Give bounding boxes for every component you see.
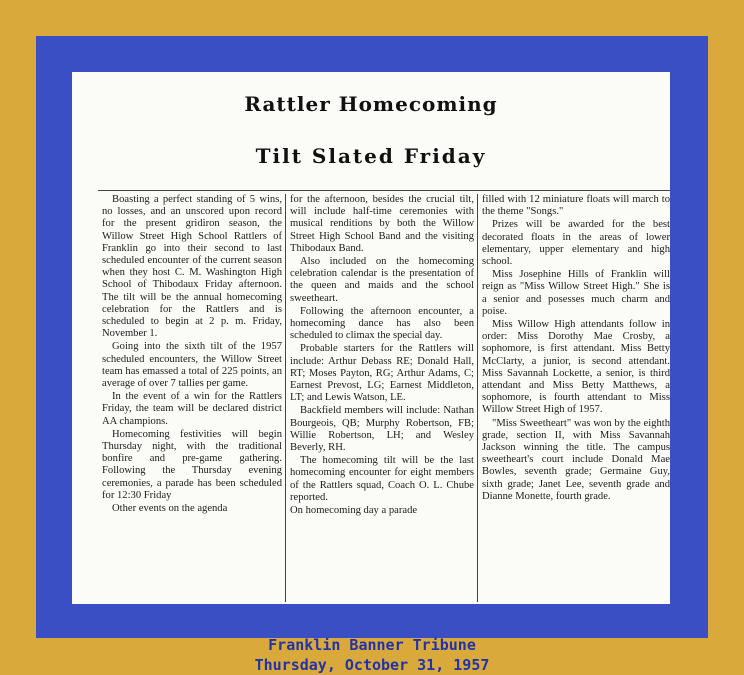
paragraph: Backfield members will include: Nathan Bourgeois, QB; Murphy Robertson, FB; Willie Robertson, LH; and Wesley Beverly, RH. [290, 405, 474, 454]
article-column-2 [290, 194, 474, 602]
paragraph: Homecoming festivities will begin Thursday night, with the traditional bonfire and pre-game gathering. Following the Thursday evening ceremonies, a parade has been scheduled for 12:30 Friday [102, 428, 282, 501]
article-column-3 [482, 194, 670, 602]
paragraph: Going into the sixth tilt of the 1957 scheduled encounters, the Willow Street team has emassed a total of 225 points, an average of over 7 tallies per game. [102, 341, 282, 390]
headline-line-2: Tilt Slated Friday [255, 144, 487, 168]
paragraph: Miss Willow High attendants follow in order: Miss Dorothy Mae Crosby, a sophomore, is first attendant. Miss Betty McClarty, a junior, is second attendant. Miss Savannah Lockette, a senior, is third attendant and Miss Betty Matthews, a sophomore, is fourth attendant to Miss Willow Street High of 1957. [482, 319, 670, 416]
paragraph: In the event of a win for the Rattlers Friday, the team will be declared district AA champions. [102, 391, 282, 427]
paragraph: Miss Josephine Hills of Franklin will reign as "Miss Willow Street High." She is a senior and posesses much charm and poise. [482, 269, 670, 317]
paragraph: Boasting a perfect standing of 5 wins, no losses, and an unscored upon record for the present gridiron season, the Willow Street High School Rattlers of Franklin go into their second to last scheduled encounter of the current season when they host C. M. Washington High School of Thibodaux Friday afternoon. The tilt will be the annual homecoming celebration for the Rattlers and is scheduled to begin at 2 p. m. Friday, November 1. [102, 194, 282, 340]
paragraph: for the afternoon, besides the crucial tilt, will include half-time ceremonies with musical renditions by both the Willow Street High School Band and the visiting Thibodaux Band. [290, 194, 474, 254]
newspaper-name-caption: Franklin Banner Tribune [268, 636, 476, 654]
paragraph: Probable starters for the Rattlers will include: Arthur Debass RE; Donald Hall, RT; Moses Payton, RG; Arthur Adams, C; Earnest Prevost, LG; Earnest Middleton, LT; and Lewis Watson, LE. [290, 343, 474, 404]
headline-rule [98, 190, 670, 191]
paragraph: Following the afternoon encounter, a homecoming dance has also been scheduled to climax the special day. [290, 305, 474, 342]
paragraph: Also included on the homecoming celebration calendar is the presentation of the queen and maids and the school sweetheart. [290, 256, 474, 304]
column-divider-1 [285, 194, 286, 602]
paragraph: "Miss Sweetheart" was won by the eighth grade, section II, with Miss Savannah Jackson winning the title. The campus sweetheart's court include Donald Mae Bowles, seventh grade; Germaine Guy, sixth grade; Janet Lee, seventh grade and Dianne Monette, fourth grade. [482, 417, 670, 502]
headline-line-1: Rattler Homecoming [244, 92, 498, 116]
article-columns [98, 194, 670, 602]
publication-date-caption: Thursday, October 31, 1957 [254, 656, 490, 674]
paragraph: Prizes will be awarded for the best decorated floats in the areas of lower elementary, upper elementary and high school. [482, 219, 670, 268]
paragraph: On homecoming day a parade [290, 505, 418, 517]
paragraph: Other events on the agenda [112, 503, 228, 515]
column-divider-2 [477, 194, 478, 602]
article-column-1 [102, 194, 282, 602]
paragraph: The homecoming tilt will be the last homecoming encounter for eight members of the Rattlers squad, Coach O. L. Chube reported. [290, 455, 474, 503]
paragraph: filled with 12 miniature floats will march to the theme "Songs." [482, 194, 670, 218]
newspaper-clipping [72, 72, 670, 604]
